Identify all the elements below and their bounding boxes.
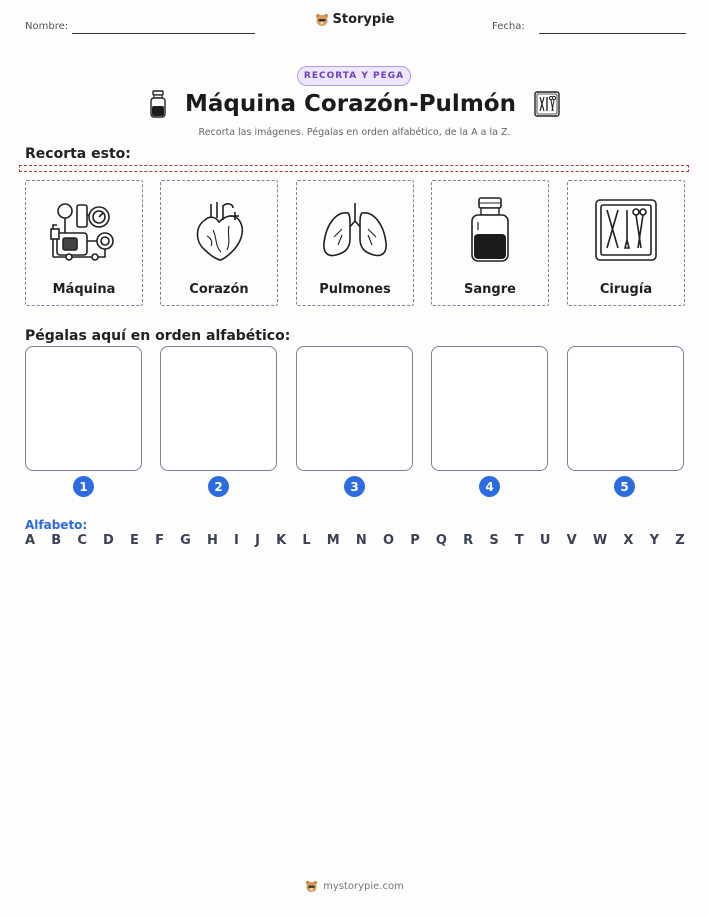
footer-url: mystorypie.com [323, 881, 404, 892]
paste-slot-1[interactable] [25, 346, 142, 471]
alphabet-letter: G [180, 533, 191, 548]
alphabet-letter: I [234, 533, 239, 548]
alphabet-letter: B [51, 533, 62, 548]
paste-slot-2[interactable] [160, 346, 277, 471]
cut-card-cirugia[interactable] [567, 180, 685, 306]
instructions: Recorta las imágenes. Pégalas en orden alfabético, de la A a la Z. [198, 127, 511, 138]
paste-slot-3[interactable] [296, 346, 413, 471]
alphabet-letter: S [489, 533, 499, 548]
alphabet-heading: Alfabeto: [25, 518, 88, 532]
blood-bottle-icon [149, 90, 167, 118]
alphabet-letter: J [255, 533, 260, 548]
card-label-corazon: Corazón [189, 282, 249, 297]
slot-number-1: 1 [73, 476, 94, 497]
lungs-icon [320, 199, 390, 261]
date-label: Fecha: [492, 21, 525, 32]
activity-badge: RECORTA Y PEGA [297, 66, 411, 86]
surgery-tools-icon [534, 91, 560, 117]
alphabet-letter: K [276, 533, 287, 548]
brand-logo [0, 12, 709, 27]
alphabet-letter: F [155, 533, 164, 548]
paste-slot-5[interactable] [567, 346, 684, 471]
alphabet-letter: N [355, 533, 367, 548]
card-label-pulmones: Pulmones [319, 282, 391, 297]
cut-card-sangre[interactable] [431, 180, 549, 306]
alphabet-letter: A [25, 533, 36, 548]
alphabet-letter: Q [435, 533, 447, 548]
bear-icon [305, 880, 318, 893]
card-label-sangre: Sangre [464, 282, 516, 297]
paste-slot-4[interactable] [431, 346, 548, 471]
alphabet-letter: Z [675, 533, 685, 548]
alphabet-row [25, 533, 685, 548]
date-field[interactable] [539, 33, 686, 34]
paste-heading: Pégalas aquí en orden alfabético: [25, 328, 291, 344]
card-label-cirugia: Cirugía [599, 282, 653, 297]
alphabet-letter: D [103, 533, 114, 548]
slot-number-3: 3 [344, 476, 365, 497]
cut-card-pulmones[interactable] [296, 180, 414, 306]
slot-number-5: 5 [614, 476, 635, 497]
name-label: Nombre: [25, 21, 69, 32]
blood-bottle-icon [468, 196, 512, 264]
cut-card-maquina[interactable] [25, 180, 143, 306]
alphabet-letter: M [326, 533, 340, 548]
alphabet-letter: L [302, 533, 311, 548]
bear-icon [315, 13, 329, 27]
cut-card-corazon[interactable] [160, 180, 278, 306]
alphabet-letter: X [623, 533, 634, 548]
surgery-tools-icon [594, 198, 658, 262]
alphabet-letter: W [592, 533, 608, 548]
brand-name: Storypie [332, 12, 395, 27]
alphabet-letter: C [77, 533, 87, 548]
alphabet-letter: H [206, 533, 218, 548]
slot-number-4: 4 [479, 476, 500, 497]
cut-line [19, 165, 689, 172]
name-field[interactable] [72, 33, 255, 34]
alphabet-letter: T [514, 533, 524, 548]
alphabet-letter: Y [649, 533, 660, 548]
page-title: Máquina Corazón-Pulmón [185, 91, 516, 117]
alphabet-letter: E [130, 533, 139, 548]
heart-icon [191, 198, 247, 262]
slot-number-2: 2 [208, 476, 229, 497]
alphabet-letter: P [410, 533, 420, 548]
alphabet-letter: O [382, 533, 395, 548]
alphabet-letter: R [463, 533, 474, 548]
cut-heading: Recorta esto: [25, 146, 131, 162]
alphabet-letter: V [566, 533, 577, 548]
card-label-maquina: Máquina [52, 282, 116, 297]
machine-icon [49, 195, 119, 265]
alphabet-letter: U [539, 533, 551, 548]
footer [0, 880, 709, 893]
